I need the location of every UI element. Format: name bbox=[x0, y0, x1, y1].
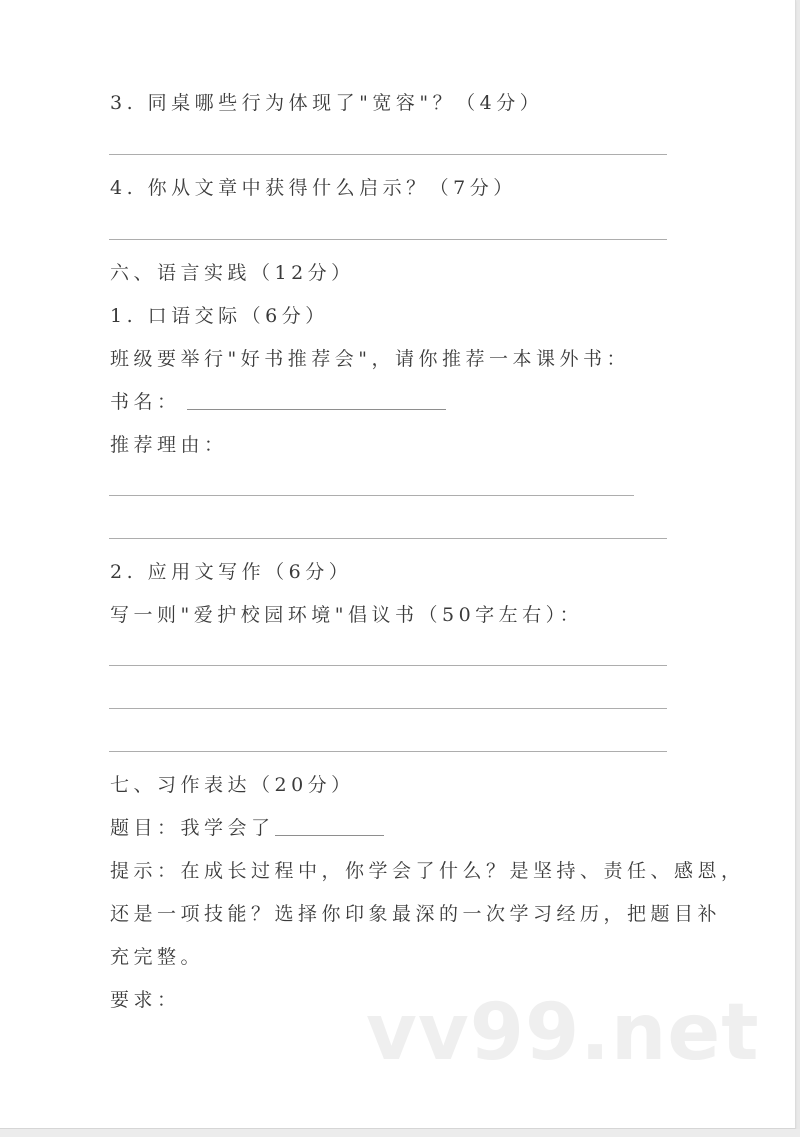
book-name-row bbox=[110, 390, 446, 414]
section-7-heading: 七、习作表达（20分） bbox=[110, 774, 355, 796]
requirements-label: 要求： bbox=[110, 989, 181, 1011]
question-4: 4. 你从文章中获得什么启示？（7分） bbox=[110, 177, 517, 199]
section-6-part-2-title: 2. 应用文写作（6分） bbox=[110, 561, 353, 583]
section-6-part-1-title: 1. 口语交际（6分） bbox=[110, 305, 329, 327]
hint-line-3: 充完整。 bbox=[110, 946, 205, 968]
topic-label: 题目：我学会了 bbox=[110, 817, 275, 839]
topic-row bbox=[110, 816, 384, 840]
proposal-line-2[interactable] bbox=[109, 708, 667, 709]
watermark: vv99.net bbox=[366, 988, 760, 1078]
hint-line-2: 还是一项技能？选择你印象最深的一次学习经历，把题目补 bbox=[110, 903, 722, 925]
answer-line-q3[interactable] bbox=[109, 154, 667, 155]
topic-blank[interactable] bbox=[275, 834, 384, 836]
proposal-line-3[interactable] bbox=[109, 751, 667, 752]
reason-line-2[interactable] bbox=[109, 538, 667, 539]
question-3: 3. 同桌哪些行为体现了"宽容"？（4分） bbox=[110, 92, 544, 114]
section-6-part-2-prompt: 写一则"爱护校园环境"倡议书（50字左右）： bbox=[110, 604, 584, 626]
proposal-line-1[interactable] bbox=[109, 665, 667, 666]
section-6-heading: 六、语言实践（12分） bbox=[110, 262, 355, 284]
book-name-blank[interactable] bbox=[187, 408, 446, 410]
answer-line-q4[interactable] bbox=[109, 239, 667, 240]
reason-line-1[interactable] bbox=[109, 495, 634, 496]
section-6-part-1-prompt: 班级要举行"好书推荐会"，请你推荐一本课外书： bbox=[110, 348, 630, 370]
page-bottom-edge bbox=[0, 1129, 800, 1137]
hint-line-1: 提示：在成长过程中，你学会了什么？是坚持、责任、感恩， bbox=[110, 860, 745, 882]
book-name-label: 书名： bbox=[110, 391, 181, 413]
reason-label: 推荐理由： bbox=[110, 434, 228, 456]
